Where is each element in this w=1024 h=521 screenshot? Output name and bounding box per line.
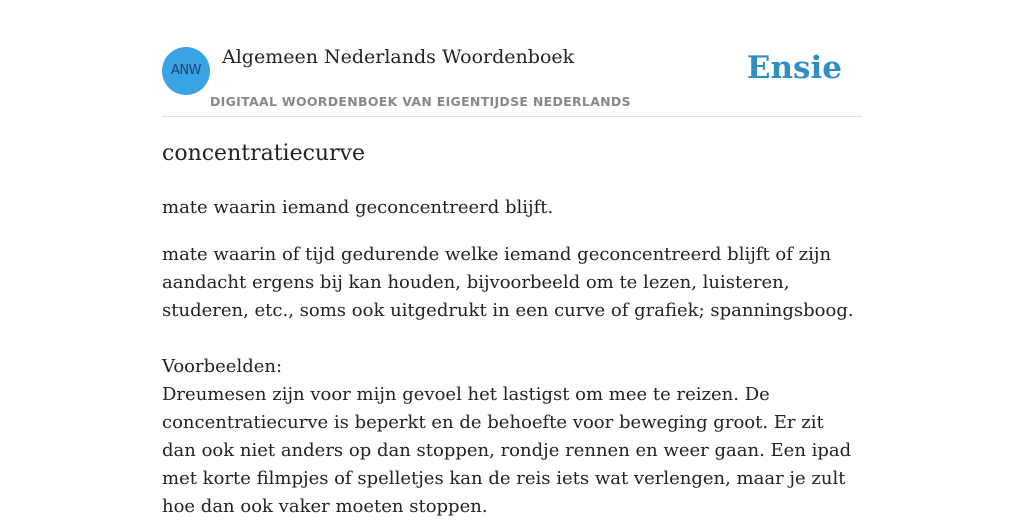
example-text: Dreumesen zijn voor mijn gevoel het lastigst om mee te reizen. De concentratiecurve is beperkt en de behoefte voor beweging groot. Er zit dan ook niet anders op dan stoppen, rondje rennen en weer gaan. Een ipad met korte filmpjes of spelletjes kan de reis iets wat verlengen, maar je zult hoe dan ook vaker moeten stoppen.: [162, 384, 852, 517]
entry-term: concentratiecurve: [162, 141, 366, 166]
site-header: [162, 36, 862, 117]
long-definition: mate waarin of tijd gedurende welke iemand geconcentreerd blijft of zijn aandacht ergens bij kan houden, bijvoorbeeld om te lezen, luisteren, studeren, etc., soms ook uitgedrukt in een curve of grafiek; spanningsboog.: [162, 244, 854, 321]
short-definition: mate waarin iemand geconcentreerd blijft.: [162, 197, 554, 218]
site-title[interactable]: Algemeen Nederlands Woordenboek: [222, 46, 575, 68]
ensie-logo-link[interactable]: Ensie: [746, 50, 842, 86]
anw-logo[interactable]: ANW: [162, 47, 210, 95]
site-subtitle: DIGITAAL WOORDENBOEK VAN EIGENTIJDSE NEDERLANDS: [210, 94, 631, 109]
examples-label: Voorbeelden:: [162, 356, 283, 377]
entry-content: [162, 138, 862, 521]
